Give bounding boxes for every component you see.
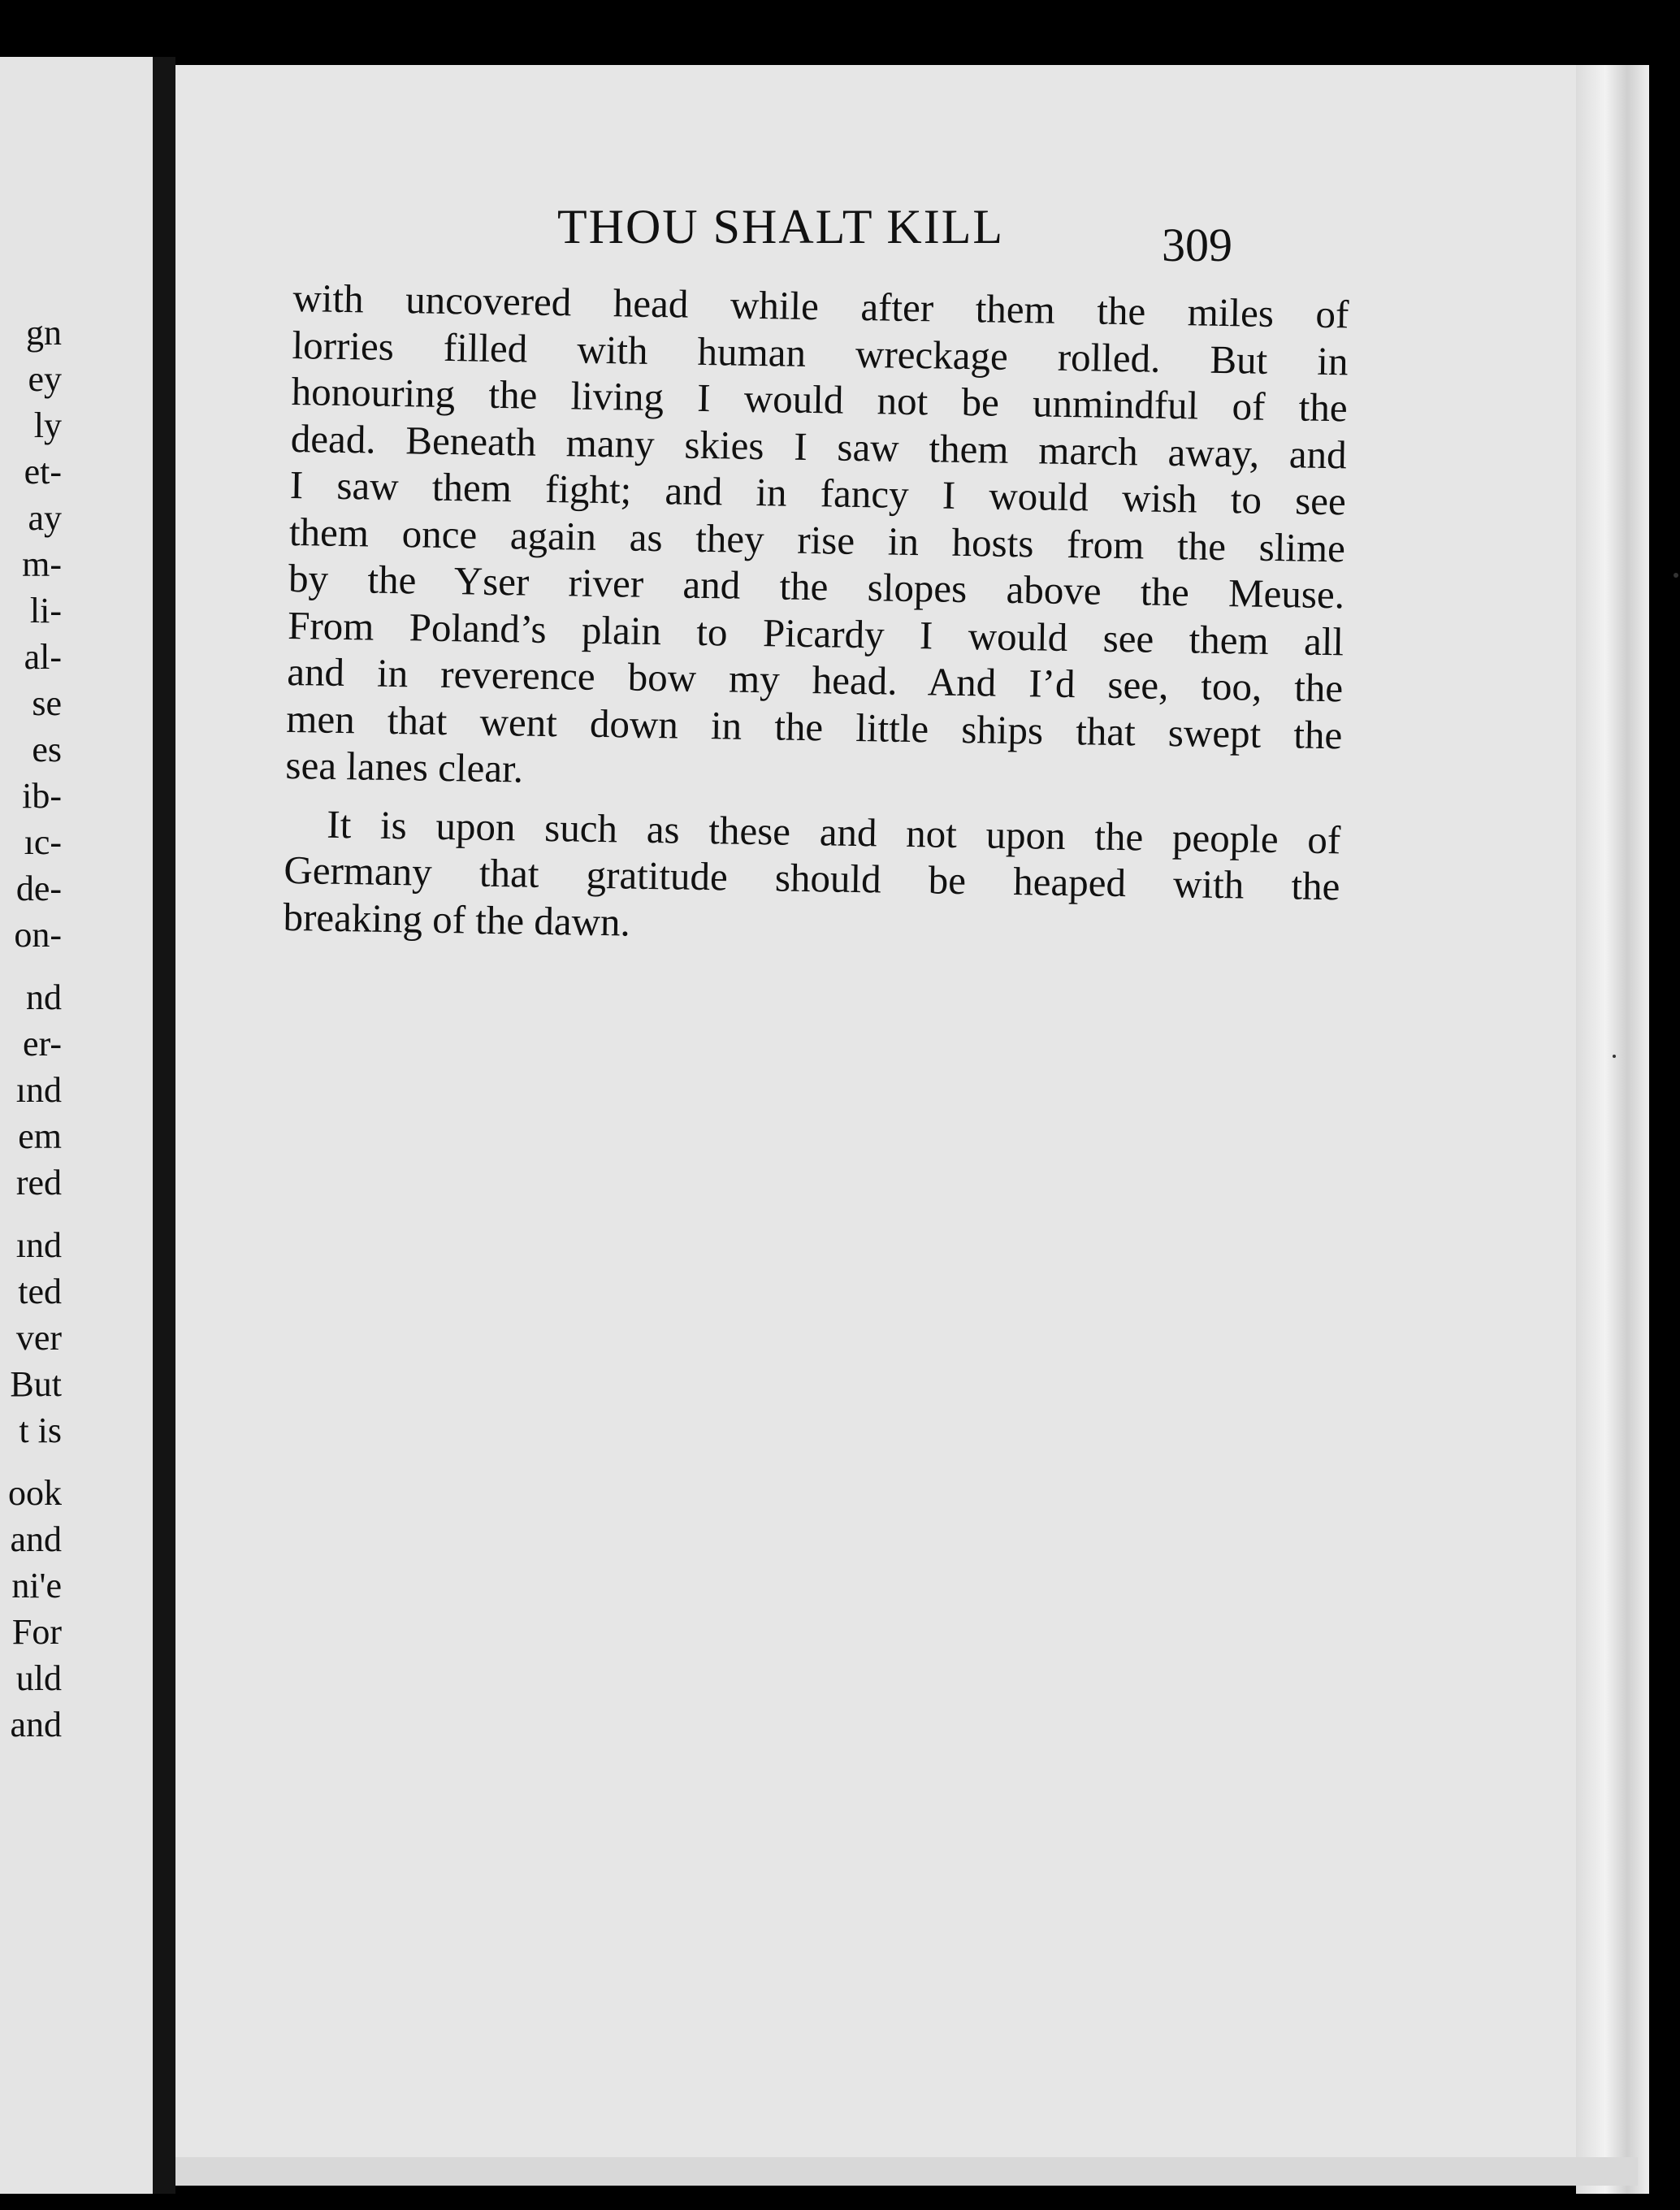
- facing-page-line-fragment: ly: [33, 405, 62, 445]
- text-line: It is upon such as these and not upon the people of: [326, 801, 1341, 862]
- facing-page-line-fragment: and: [10, 1705, 62, 1744]
- text-line: breaking of the dawn.: [283, 894, 631, 945]
- facing-page-line-fragment: But: [10, 1364, 62, 1404]
- facing-page-line-fragment: li-: [29, 591, 62, 630]
- facing-page-line-fragment: t is: [19, 1410, 62, 1450]
- facing-page-line-fragment: ay: [28, 498, 62, 538]
- text-line: with uncovered head while after them the miles of: [292, 275, 1349, 337]
- text-line: Germany that gratitude should be heaped with the: [284, 847, 1340, 909]
- facing-page-line-fragment: uld: [15, 1658, 62, 1698]
- page-edge-right: [1576, 65, 1649, 2194]
- facing-page-line-fragment: et-: [24, 452, 62, 492]
- facing-page-fragment: [0, 57, 153, 2194]
- running-head: THOU SHALT KILL: [557, 200, 1004, 254]
- facing-page-line-fragment: de-: [15, 869, 62, 908]
- facing-page-line-fragment: and: [10, 1519, 62, 1559]
- text-line: honouring the living I would not be unmindful of the: [291, 368, 1349, 431]
- text-line: men that went down in the little ships that swept the: [285, 696, 1343, 757]
- text-line: them once again as they rise in hosts from the slime: [288, 509, 1346, 570]
- body-text: [283, 275, 1349, 956]
- text-line: sea lanes clear.: [285, 742, 524, 791]
- scan-speck: [1674, 573, 1678, 578]
- facing-page-line-fragment: ted: [18, 1272, 62, 1311]
- facing-page-line-fragment: red: [15, 1163, 62, 1202]
- facing-page-line-fragment: ib-: [22, 776, 62, 816]
- facing-page-line-fragment: nd: [26, 977, 62, 1017]
- paragraph-2: [283, 800, 1341, 956]
- facing-page-line-fragment: gn: [26, 313, 62, 353]
- text-line: I saw them fight; and in fancy I would wish to see: [289, 462, 1347, 524]
- facing-page-line-fragment: se: [32, 683, 62, 723]
- main-page: [175, 65, 1613, 2186]
- facing-page-line-fragment: For: [11, 1612, 62, 1652]
- paragraph-1: [285, 275, 1349, 805]
- facing-page-line-fragment: ni'e: [11, 1566, 62, 1606]
- facing-page-line-fragment: ıc-: [24, 822, 62, 862]
- text-line: and in reverence bow my head. And I’d see, too, the: [286, 648, 1344, 711]
- facing-page-line-fragment: m-: [22, 544, 62, 584]
- page-edge-bottom: [175, 2157, 1638, 2186]
- facing-page-line-fragment: ey: [28, 359, 62, 399]
- facing-page-line-fragment: es: [32, 730, 62, 769]
- facing-page-line-fragment: er-: [23, 1024, 62, 1064]
- facing-page-line-fragment: ınd: [15, 1225, 62, 1265]
- facing-page-line-fragment: ook: [8, 1473, 62, 1513]
- scan-speck: [1613, 1055, 1616, 1058]
- book-gutter: [153, 57, 175, 2194]
- facing-page-line-fragment: al-: [24, 637, 62, 677]
- text-line: by the Yser river and the slopes above the Meuse.: [288, 555, 1345, 618]
- text-line: From Poland’s plain to Picardy I would see them all: [287, 602, 1344, 664]
- facing-page-line-fragment: ver: [15, 1318, 62, 1358]
- facing-page-line-fragment: em: [18, 1116, 62, 1156]
- page-number: 309: [1162, 219, 1232, 271]
- text-line: dead. Beneath many skies I saw them march away, and: [290, 415, 1348, 477]
- text-line: lorries filled with human wreckage rolled. But in: [292, 322, 1349, 384]
- facing-page-line-fragment: on-: [14, 915, 62, 955]
- facing-page-line-fragment: ınd: [15, 1070, 62, 1110]
